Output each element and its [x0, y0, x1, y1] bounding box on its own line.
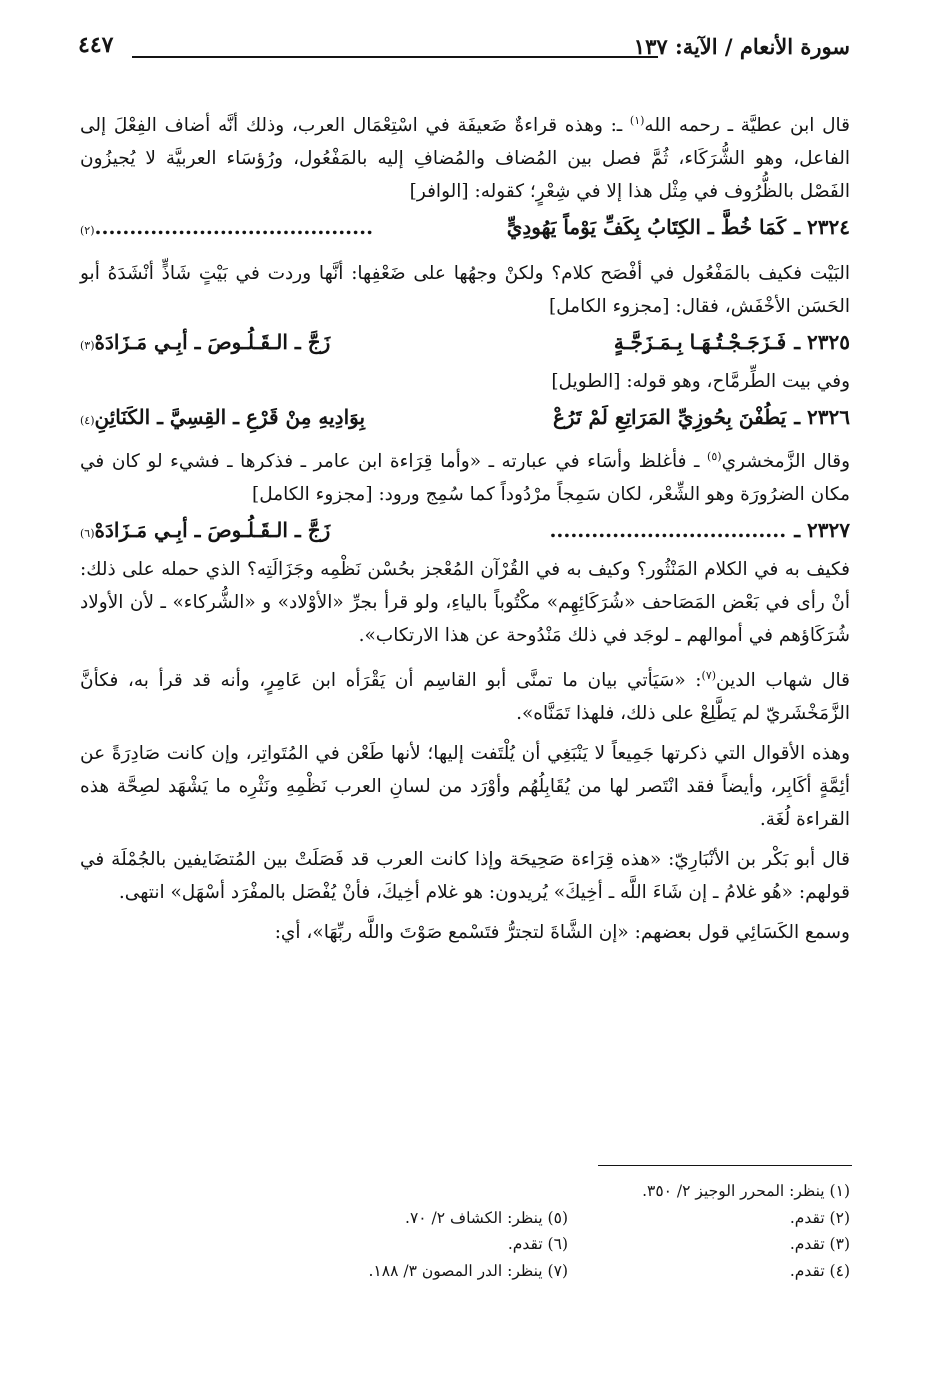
footnote: (١) ينظر: المحرر الوجيز ٢/ ٣٥٠.: [642, 1182, 850, 1200]
paragraph: البَيْت فكيف بالمَفْعُول في أفْصَح كلام؟ ولكنْ وجهُها على ضَعْفِها: أنَّها وردت في بَيْتٍ شَاذٍّ أنْشَدَهُ أبو الحَسَن الأخْفَش، فقال: [مجزوء الكامل]: [80, 263, 850, 318]
verse-number: ٢٣٢٧ ـ: [794, 518, 850, 543]
footnote-separator: [598, 1165, 852, 1166]
verse-number: ٢٣٢٦ ـ: [794, 405, 850, 430]
footnote-row: [200, 1205, 850, 1232]
paragraph: وسمع الكَسَائِي قول بعضهم: «إن الشَّاةَ لتجترُّ فتَسْمع صَوْتَ واللَّه ربِّهَا»، أي:: [274, 922, 850, 944]
paragraph-text: : «سَيَأتي بيان ما تمنَّى أبو القاسِم أن يَقْرَأه ابن عَامِرٍ، وأنه قد قرأ به، فكأنَّ الزَّمَخْشَريّ لم يَطَّلِعْ على ذلك، فلهذا تَمَنَّاه».: [80, 670, 850, 725]
verse-line: [80, 511, 850, 553]
footnote: (٣) تقدم.: [789, 1235, 850, 1253]
running-title: سورة الأنعام / الآية: ١٣٧: [633, 34, 850, 59]
verse-hemistich: ........................................: [94, 215, 374, 240]
header-rule: [132, 56, 658, 58]
footnote: (٦) تقدم.: [507, 1235, 568, 1253]
verse-number: ٢٣٢٥ ـ: [794, 330, 850, 355]
verse-number: ٢٣٢٤ ـ: [794, 215, 850, 240]
paragraph-text: قال ابن عطيَّة ـ رحمه الله: [644, 115, 851, 137]
main-text: [80, 104, 850, 949]
page-number: ٤٤٧: [78, 32, 114, 58]
verse-hemistich: فَـزَجَـجْـتُـهَـا بِـمَـزَجَّـةٍ: [613, 330, 787, 355]
footnote-row: [200, 1258, 850, 1285]
paragraph: وفي بيت الطِّرمَّاح، وهو قوله: [الطويل]: [551, 371, 850, 393]
verse-hemistich: بِوَادِيهِ مِنْ قَرْعِ ـ القِسِيَّ ـ الكَنَائِنِ: [94, 405, 366, 430]
verse-hemistich: يَطُفْنَ بِحُوزِيِّ المَرَاتِعِ لَمْ تَرُعْ: [552, 405, 787, 430]
verse-hemistich: كَمَا خُطَّ ـ الكِتَابُ بِكَفِّ يَوْماً يَهُودِيٍّ: [506, 215, 787, 240]
footnote-ref: (٤): [80, 414, 95, 428]
footnote-empty: [200, 1178, 568, 1205]
verse-line: [80, 398, 850, 440]
footnote-ref: (٣): [80, 339, 95, 353]
verse-hemistich: ..................................: [549, 518, 787, 543]
paragraph-text: وقال الزَّمخشري: [721, 451, 851, 473]
verse-hemistich: زَجَّ ـ الـقَـلُـوصَ ـ أبِـي مَـزَادَهْ: [94, 518, 331, 543]
footnotes: [200, 1178, 850, 1284]
paragraph: قال أبو بَكْر بن الأنْبَارِيّ: «هذه قِرَاءة صَحِيحَة وإذا كانت العرب قد فَصَلَتْ بين المُتضَايفين بالجُمْلَة في قولهم: «هُو غلامُ ـ إن شَاءَ اللَّه ـ أخِيكَ» يُريدون: هو غلام أخِيكَ، فأنْ يُفْصَل بالمفْرَد أسْهَل» انتهى.: [80, 849, 850, 904]
footnote-ref: (٢): [80, 224, 95, 238]
paragraph: فكيف به في الكلام المَنْثُور؟ وكيف به في القُرْآن المُعْجز بحُسْن نَظْمِه وجَزَالَتِه؟ الذي حمله على ذلك: أنْ رأى في بَعْض المَصَاحف «شُرَكَائِهِم» مكْتُوباً بالياءِ، ولو قرأ بجرِّ «الأوْلاد» و «الشُّركاء» ـ لأن الأولاد شُرَكَاؤهم في أموالهم ـ لوجَد في ذلك مَنْدُوحة عن هذا الارتكاب».: [80, 559, 850, 647]
paragraph-text: قال شهاب الدين: [716, 670, 850, 692]
footnote: (٤) تقدم.: [789, 1261, 850, 1280]
paragraph: [80, 104, 850, 208]
footnote-row: [200, 1178, 850, 1205]
footnote-ref: (١): [629, 114, 645, 127]
page-header: [78, 30, 850, 64]
paragraph-text: ـ فأغلظ وأسَاء في عبارته ـ «وأما قِرَاءة ابن عامر ـ فذكرها ـ فشيء لو كان في مكان الضرُورَة وهو الشِّعْر، لكان سَمِجاً مرْدُوداً كما سُمِج ورود: [مجزوء الكامل]: [80, 451, 850, 506]
footnote-ref: (٧): [701, 669, 717, 683]
footnote: (٧) ينظر: الدر المصون ٣/ ١٨٨.: [368, 1261, 568, 1280]
footnote-ref: (٦): [80, 527, 95, 541]
footnote-ref: (٥): [707, 450, 722, 464]
verse-hemistich: زَجَّ ـ الـقَـلُـوصَ ـ أبِـي مَـزَادَهْ: [94, 330, 331, 355]
paragraph: وهذه الأقوال التي ذكرتها جَمِيعاً لا يَنْبَغِي أن يُلْتَفت إليها؛ لأنها طَعْن في المُتَواتِر، وإن كانت صَادِرَةً عن أئِمَّةٍ أكَابِر، وأيضاً فقد انْتَصر لها من يُقَابِلُهُم وأوْرَد من لسانِ العرب نَظْمِهِ ونَثْرِه ما يَشْهَد لصِحَّة هذه القراءة لُغَة.: [80, 743, 850, 831]
paragraph: [80, 659, 850, 730]
paragraph-text: ـ: وهذه قراءةٌ ضَعيفَة في اسْتِعْمَال العرب، وذلك أنَّه أضاف الفِعْلَ إلى الفاعل، وهو الشُّرَكَاء، ثُمَّ فصل بين المُضاف والمُضافِ إليه بالمَفْعُول، ورُؤسَاء العربيَّة لا يُجيزُون الفَصْل بالظُّرُوف في مِثْل هذا إلا في شِعْرٍ؛ كقوله: [الوافر]: [80, 115, 850, 203]
footnote-row: [200, 1231, 850, 1258]
footnote: (٢) تقدم.: [789, 1208, 850, 1227]
verse-line: [80, 208, 850, 250]
footnote: (٥) ينظر: الكشاف ٢/ ٧٠.: [405, 1208, 568, 1227]
verse-line: [80, 323, 850, 365]
paragraph: [80, 440, 850, 511]
